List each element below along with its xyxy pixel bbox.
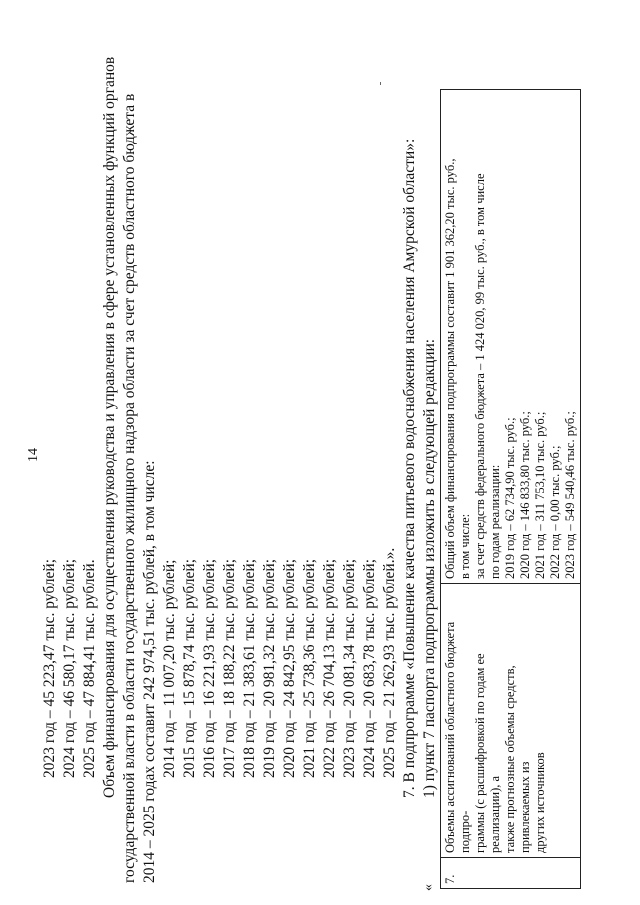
- row-name-line: граммы (с расшифровкой по годам ее реализации), а: [473, 653, 502, 853]
- content-line: 2020 год – 146 833,80 тыс. руб.;: [518, 411, 532, 579]
- year-line: 2022 год – 26 704,13 тыс. рублей;: [321, 558, 338, 778]
- table-row: [441, 90, 581, 889]
- year-line: 2023 год – 20 081,34 тыс. рублей;: [341, 558, 358, 778]
- year-line: 2016 год – 16 221,93 тыс. рублей;: [201, 558, 218, 778]
- content-line: Общий объем финансирования подпрограммы составит 1 901 362,20 тыс. руб.,: [443, 158, 457, 579]
- row-name-cell: [441, 584, 581, 858]
- content-line: 2023 год – 549 540,46 тыс. руб.;: [563, 411, 577, 579]
- text-line: 2025 год – 47 884,41 тыс. рублей.: [81, 559, 98, 778]
- paragraph-financing-line: Объем финансирования для осуществления руководства и управления в сфере установленных функций органов: [101, 56, 118, 798]
- text-line: 2024 год – 46 580,17 тыс. рублей;: [61, 558, 78, 778]
- item-1-text: 1) пункт 7 паспорта подпрограммы изложить в следующей редакции:: [421, 338, 438, 798]
- text-line: 2023 год – 45 223,47 тыс. рублей;: [41, 558, 58, 778]
- body-text: [40, 56, 440, 883]
- scan-mark: [380, 82, 381, 85]
- row-content-cell: [441, 90, 581, 584]
- paragraph-financing-line: 2014 – 2025 годах составит 242 974,51 тыс. рублей, в том числе:: [141, 460, 158, 883]
- row-number-cell: 7.: [441, 858, 581, 889]
- row-name-line: Объемы ассигнований областного бюджета подпро-: [443, 621, 472, 853]
- open-quote: «: [421, 884, 436, 891]
- content-line: 2019 год – 62 734,90 тыс. руб.;: [503, 417, 517, 579]
- passport-table: [440, 89, 581, 889]
- year-line: 2021 год – 25 738,36 тыс. рублей;: [301, 558, 318, 778]
- year-line: 2024 год – 20 683,78 тыс. рублей;: [361, 558, 378, 778]
- section-7-heading: 7. В подпрограмме «Повышение качества питьевого водоснабжения населения Амурской области»:: [401, 138, 418, 798]
- content-line: в том числе:: [458, 513, 472, 579]
- year-line: 2019 год – 20 981,32 тыс. рублей;: [261, 558, 278, 778]
- content-line: 2022 год – 0,00 тыс. руб.;: [548, 445, 562, 579]
- year-line: 2020 год – 24 842,95 тыс. рублей;: [281, 558, 298, 778]
- year-line: 2018 год – 21 383,61 тыс. рублей;: [241, 558, 258, 778]
- year-line: 2015 год – 15 878,74 тыс. рублей;: [181, 558, 198, 778]
- paragraph-financing-line: государственной власти в области государственного жилищного надзора области за счет средств областного бюджета в: [121, 93, 138, 883]
- content-line: по годам реализации:: [488, 464, 502, 579]
- content-line: 2021 год – 311 753,10 тыс. руб.;: [533, 411, 547, 579]
- page-number: 14: [26, 448, 41, 462]
- year-line: 2025 год – 21 262,93 тыс. рублей.».: [381, 547, 398, 778]
- year-line: 2017 год – 18 188,22 тыс. рублей;: [221, 558, 238, 778]
- content-line: за счет средств федерального бюджета – 1 424 020, 99 тыс. руб., в том числе: [473, 173, 487, 579]
- row-name-line: также прогнозные объемы средств, привлекаемых из: [503, 665, 532, 853]
- year-line: 2014 год – 11 007,20 тыс. рублей;: [161, 559, 178, 778]
- row-name-line: других источников: [533, 752, 547, 853]
